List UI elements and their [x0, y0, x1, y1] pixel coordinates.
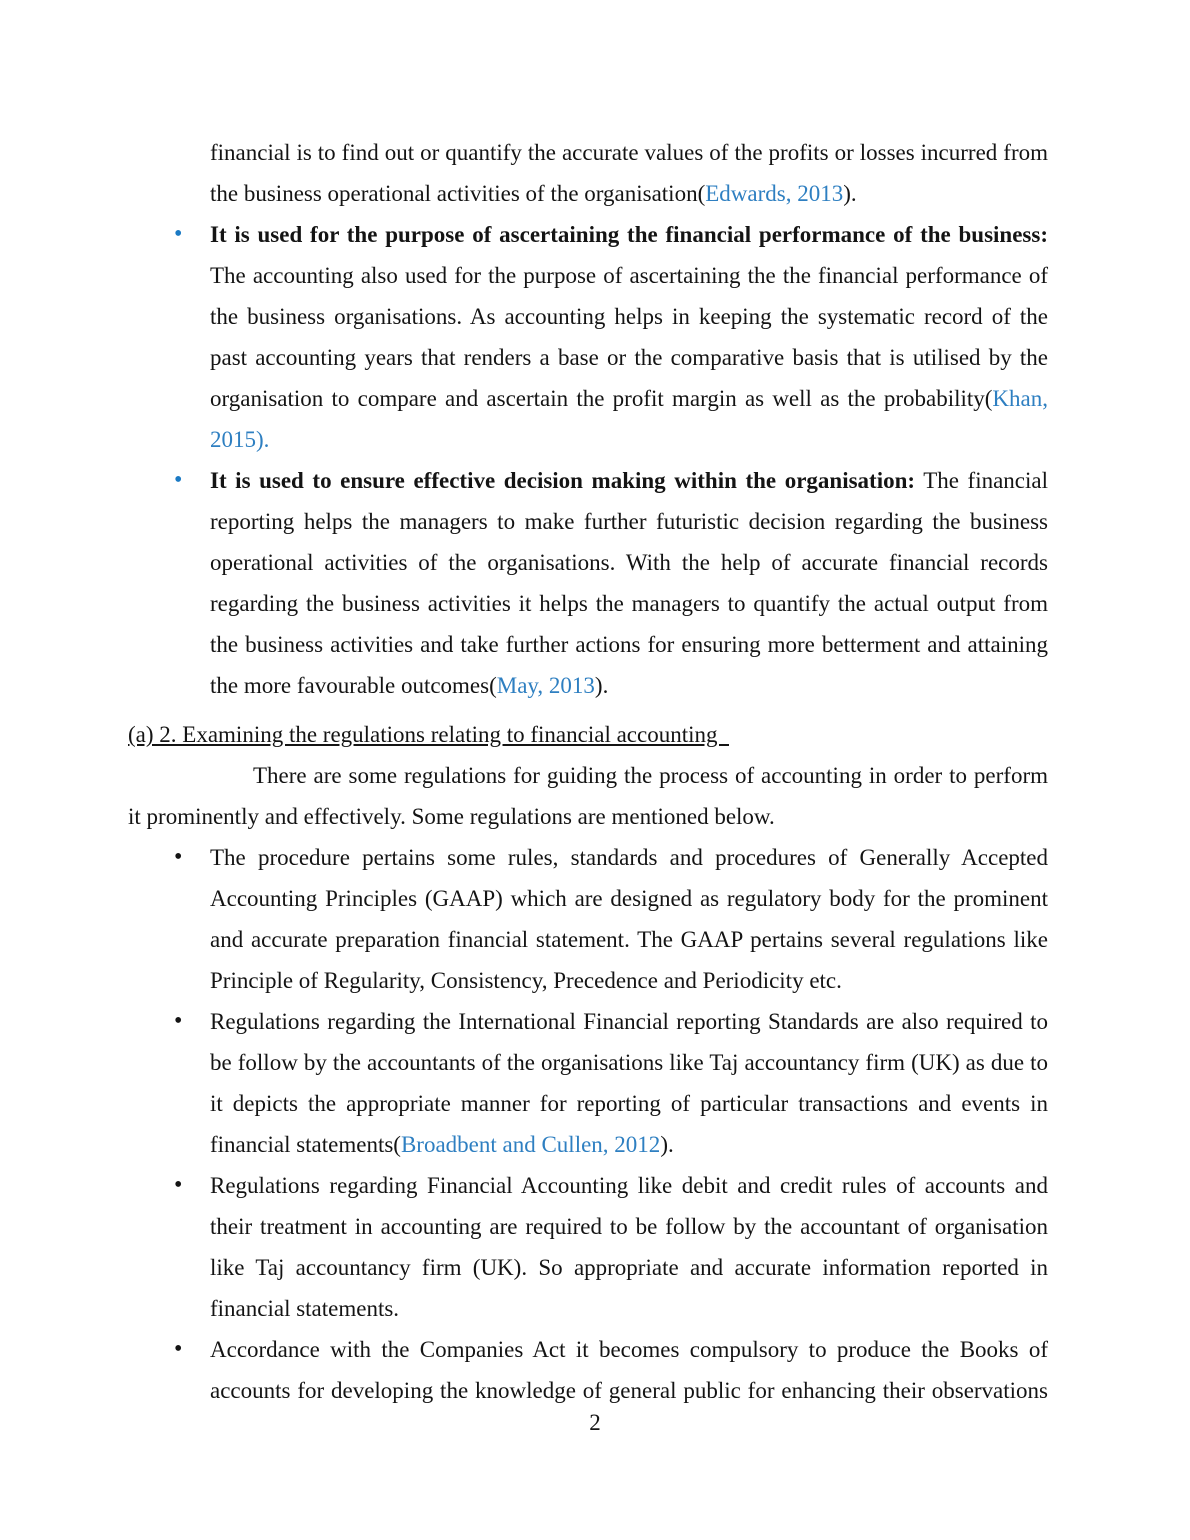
bullet-icon: • [174, 1008, 183, 1034]
text-run: It is used to ensure effective decision making within the organisation: [210, 468, 916, 493]
text-run: ). [843, 181, 857, 206]
list-item [128, 1001, 1048, 1165]
list-item [128, 460, 1048, 706]
list-item-text [210, 1001, 1048, 1165]
text-run: Regulations regarding Financial Accounting like debit and credit rules of accounts and their treatment in accounting are required to be follow by the accountant of organisation like Taj accountancy firm (UK). So appropriate and accurate information reported in financial statements. [210, 1173, 1048, 1321]
list-item [128, 214, 1048, 460]
text-run: Accordance with the Companies Act it becomes compulsory to produce the Books of accounts for developing the knowledge of general public for enhancing their observations [210, 1337, 1048, 1403]
section-heading-text: (a) 2. Examining the regulations relating to financial accounting [128, 722, 729, 747]
bullet-icon: • [174, 467, 183, 493]
page-number: 2 [589, 1410, 601, 1435]
citation-link[interactable]: Khan, 2015). [210, 386, 1048, 452]
text-run: It is used for the purpose of ascertaining the financial performance of the business: [210, 222, 1048, 247]
list-item-text [210, 1165, 1048, 1329]
text-run: The accounting also used for the purpose of ascertaining the the financial performance of the business organisations. As accounting helps in keeping the systematic record of the past accounting years that renders a base or the comparative basis that is utilised by the organisation to compare and ascertain the profit margin as well as the probability( [210, 263, 1048, 411]
text-run: Regulations regarding the International Financial reporting Standards are also required to be follow by the accountants of the organisations like Taj accountancy firm (UK) as due to it depicts the appropriate manner for reporting of particular transactions and events in financial statements( [210, 1009, 1048, 1157]
text-run: ). [660, 1132, 674, 1157]
list-item-text [210, 214, 1048, 460]
bullet-icon: • [174, 1336, 183, 1362]
text-run: ). [594, 673, 609, 698]
citation-link[interactable]: May, 2013 [496, 673, 595, 698]
list-item [128, 1329, 1048, 1411]
paragraph-intro [128, 755, 1048, 837]
section-heading [128, 714, 1048, 755]
bullet-icon: • [174, 844, 183, 870]
citation-link[interactable]: Edwards, 2013 [705, 181, 844, 206]
text-run: The financial reporting helps the managers to make further futuristic decision regarding the business operational activities of the organisations. With the help of accurate financial records regarding the business activities it helps the managers to quantify the actual output from the business activities and take further actions for ensuring more betterment and attaining the more favourable outcomes( [210, 468, 1048, 698]
list-item-text [210, 460, 1048, 706]
citation-link[interactable]: Broadbent and Cullen, 2012 [400, 1132, 661, 1157]
paragraph-continuation [128, 132, 1048, 214]
text-run: The procedure pertains some rules, standards and procedures of Generally Accepted Accounting Principles (GAAP) which are designed as regulatory body for the prominent and accurate preparation financial statement. The GAAP pertains several regulations like Principle of Regularity, Consistency, Precedence and Periodicity etc. [210, 845, 1048, 993]
page-content [128, 132, 1048, 1411]
list-item [128, 1165, 1048, 1329]
bullet-icon: • [174, 1172, 183, 1198]
list-item-text [210, 1329, 1048, 1411]
list-item [128, 837, 1048, 1001]
text-run: financial is to find out or quantify the accurate values of the profits or losses incurred from the business operational activities of the organisation( [210, 140, 1048, 206]
list-item-text [210, 837, 1048, 1001]
text-run: There are some regulations for guiding the process of accounting in order to perform it prominently and effectively. Some regulations are mentioned below. [128, 763, 1048, 829]
bullet-icon: • [174, 221, 183, 247]
